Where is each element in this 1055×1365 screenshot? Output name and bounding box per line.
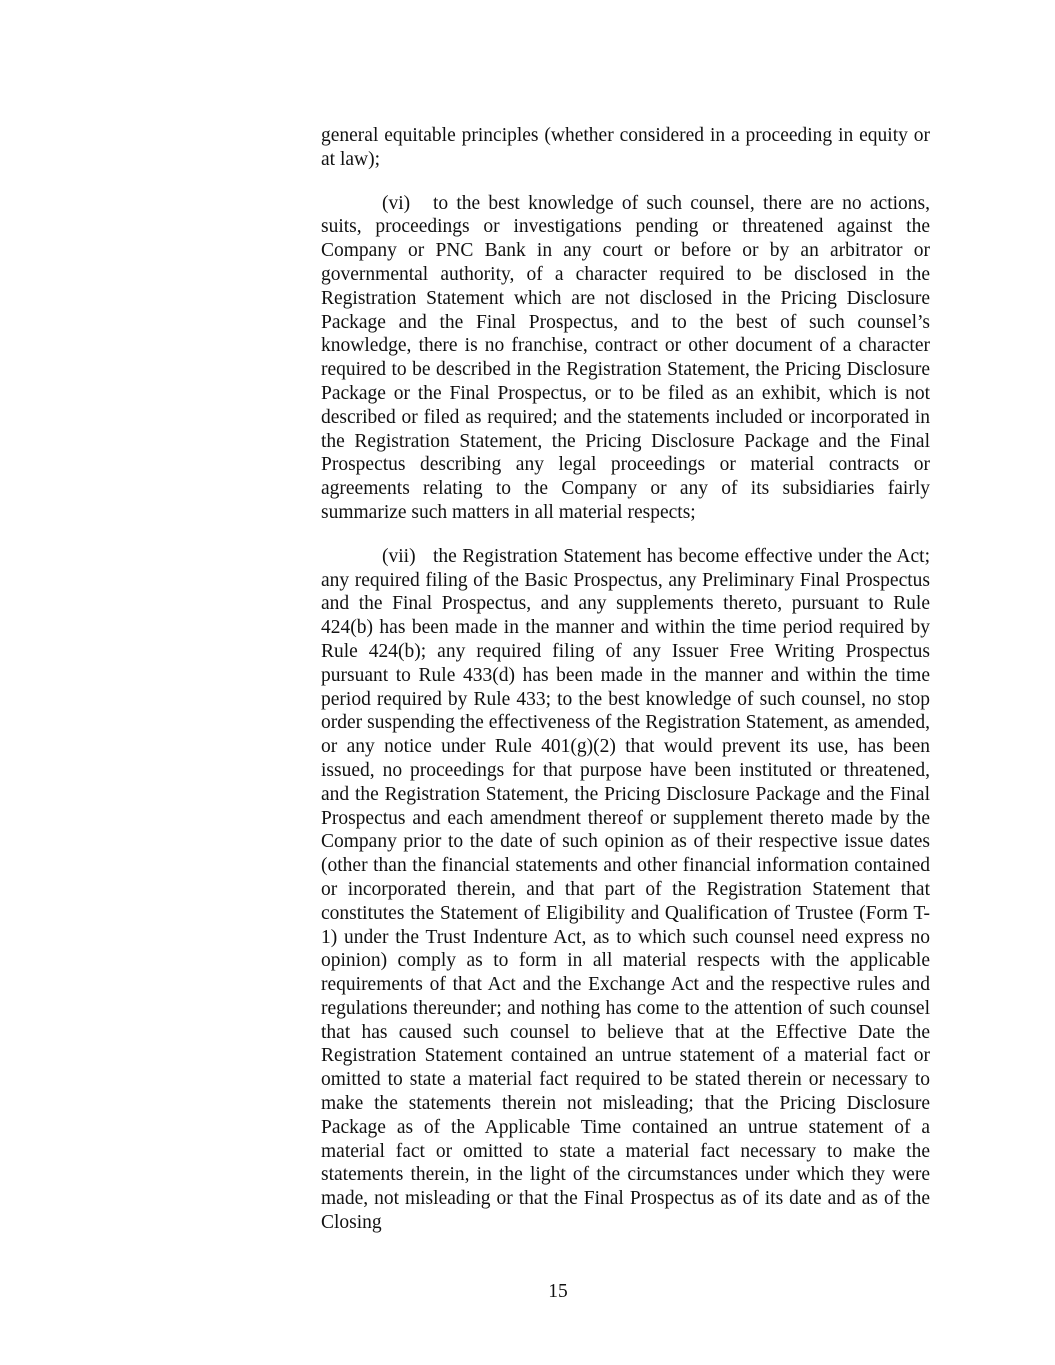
continuation-paragraph: general equitable principles (whether considered in a proceeding in equity or at law); [321, 125, 930, 170]
clause-vii-paragraph [321, 545, 930, 1235]
clause-vi-number: (vi) [382, 192, 411, 214]
body-text-column [321, 124, 930, 1255]
clause-vi-text: to the best knowledge of such counsel, there are no actions, suits, proceedings or investigations pending or threatened against the Company or PNC Bank in any court or before or by an arbitrator or governmental authority, of a character required to be disclosed in the Registration Statement which are not disclosed in the Pricing Disclosure Package and the Final Prospectus, and to the best of such counsel’s knowledge, there is no franchise, contract or other document of a character required to be described in the Registration Statement, the Pricing Disclosure Package or the Final Prospectus, or to be filed as an exhibit, which is not described or filed as required; and the statements included or incorporated in the Registration Statement, the Pricing Disclosure Package and the Final Prospectus describing any legal proceedings or material contracts or agreements relating to the Company or any of its subsidiaries fairly summarize such matters in all material respects; [321, 192, 930, 523]
clause-vii-text: the Registration Statement has become effective under the Act; any required filing of the Basic Prospectus, any Preliminary Final Prospectus and the Final Prospectus, and any supplements thereto, pursuant to Rule 424(b) has been made in the manner and within the time period required by Rule 424(b); any required filing of any Issuer Free Writing Prospectus pursuant to Rule 433(d) has been made in the manner and within the time period required by Rule 433; to the best knowledge of such counsel, no stop order suspending the effectiveness of the Registration Statement, as amended, or any notice under Rule 401(g)(2) that would prevent its use, has been issued, no proceedings for that purpose have been instituted or threatened, and the Registration Statement, the Pricing Disclosure Package and the Final Prospectus and each amendment thereof or supplement thereto made by the Company prior to the date of such opinion as of their respective issue dates (other than the financial statements and other financial information contained or incorporated therein, and that part of the Registration Statement that constitutes the Statement of Eligibility and Qualification of Trustee (Form T-1) under the Trust Indenture Act, as to which such counsel need express no opinion) comply as to form in all material respects with the applicable requirements of that Act and the Exchange Act and the respective rules and regulations thereunder; and nothing has come to the attention of such counsel that has caused such counsel to believe that at the Effective Date the Registration Statement contained an untrue statement of a material fact or omitted to state a material fact required to be stated therein or necessary to make the statements therein not misleading; that the Pricing Disclosure Package as of the Applicable Time contained an untrue statement of a material fact or omitted to state a material fact necessary to make the statements therein, in the light of the circumstances under which they were made, not misleading or that the Final Prospectus as of its date and as of the Closing [321, 545, 930, 1234]
clause-vii-number: (vii) [382, 545, 416, 567]
page-number: 15 [548, 1281, 568, 1302]
clause-vi-paragraph [321, 192, 930, 525]
